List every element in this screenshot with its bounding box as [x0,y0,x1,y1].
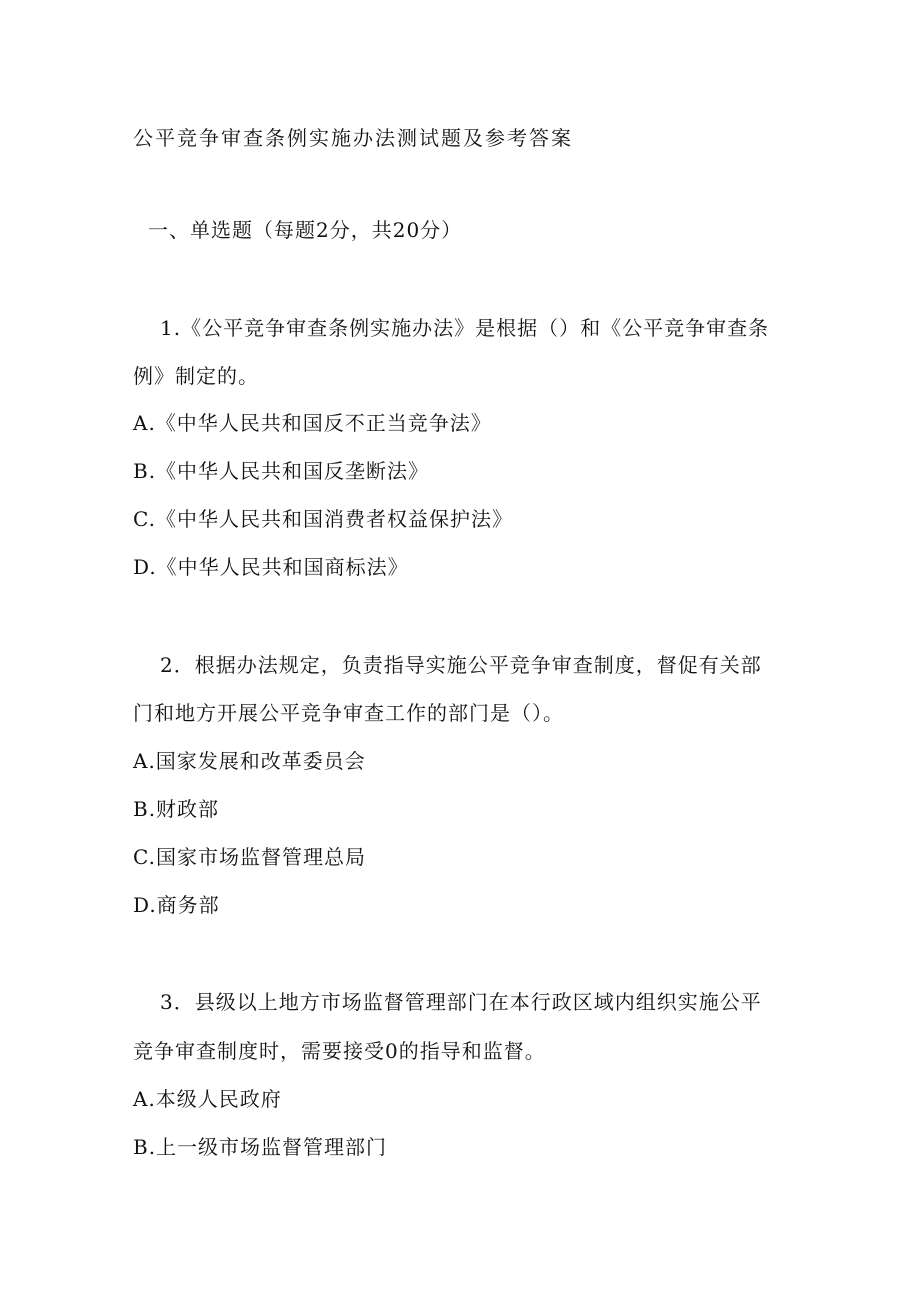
question-2-stem-line1: 2．根据办法规定，负责指导实施公平竞争审查制度，督促有关部 [160,653,762,677]
question-2-option-b: B.财政部 [133,797,220,821]
question-1-option-b: B.《中华人民共和国反垄断法》 [133,459,430,483]
question-2-option-a: A.国家发展和改革委员会 [133,749,366,773]
question-1-option-d: D.《中华人民共和国商标法》 [133,555,409,579]
question-1-option-c: C.《中华人民共和国消费者权益保护法》 [133,507,513,531]
question-3-stem-line1: 3．县级以上地方市场监督管理部门在本行政区域内组织实施公平 [160,990,762,1014]
question-2-stem-line2: 门和地方开展公平竞争审查工作的部门是（）。 [133,701,564,725]
question-3-stem-line2: 竞争审查制度时，需要接受0的指导和监督。 [133,1039,546,1063]
question-1-stem-line2: 例》制定的。 [133,364,259,388]
question-2-option-c: C.国家市场监督管理总局 [133,845,366,869]
question-3-option-a: A.本级人民政府 [133,1087,282,1111]
section-heading: 一、单选题（每题2分，共20分） [148,218,463,242]
question-2-option-d: D.商务部 [133,893,220,917]
question-1-stem-line1: 1.《公平竞争审查条例实施办法》是根据（）和《公平竞争审查条 [160,316,770,340]
document-title: 公平竞争审查条例实施办法测试题及参考答案 [133,126,573,150]
question-3-option-b: B.上一级市场监督管理部门 [133,1135,388,1159]
question-1-option-a: A.《中华人民共和国反不正当竞争法》 [133,411,492,435]
